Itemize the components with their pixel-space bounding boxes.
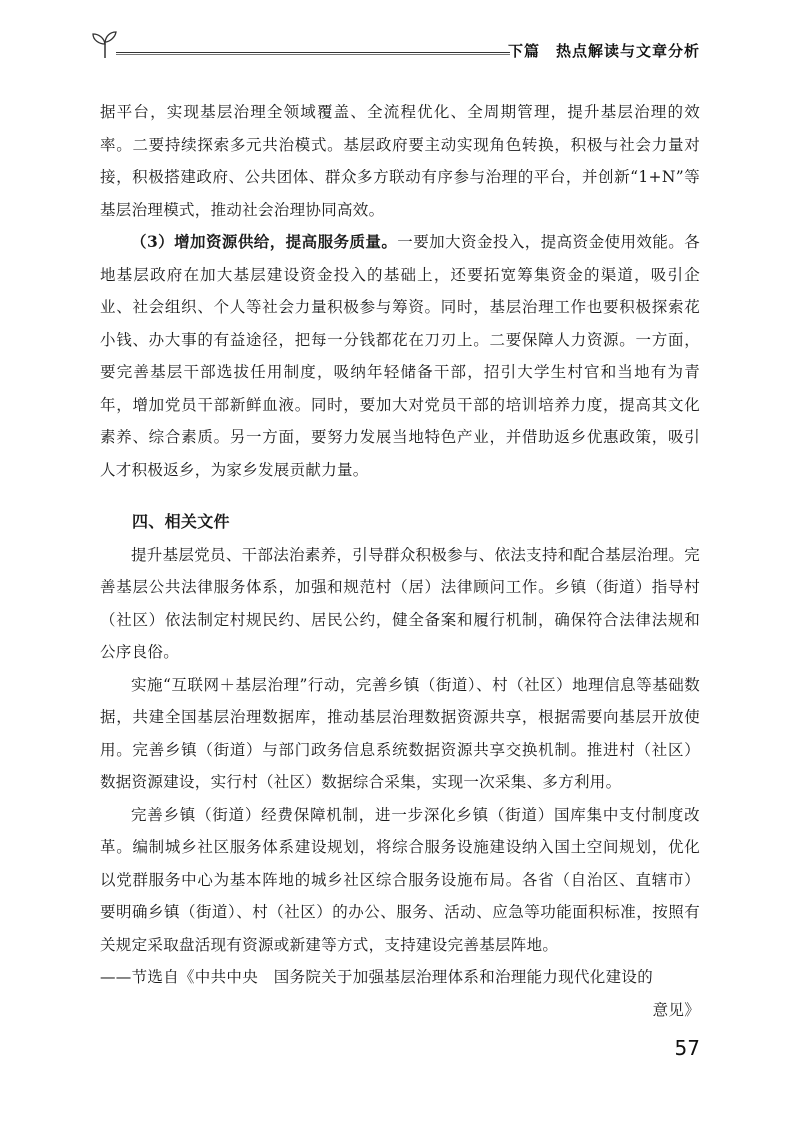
paragraph-internet: 实施“互联网＋基层治理”行动，完善乡镇（街道）、村（社区）地理信息等基础数据，共建全国基层治理数据库，推动基层治理数据资源共享，根据需要向基层开放使用。完善乡镇（街道）与部门政务信息系统数据资源共享交换机制。推进村（社区）数据资源建设，实行村（社区）数据综合采集，实现一次采集、多方利用。 bbox=[100, 675, 700, 791]
header-rule bbox=[116, 52, 510, 53]
page-body bbox=[100, 96, 700, 1026]
header-rule-secondary bbox=[116, 54, 510, 55]
paragraph-lead: （3）增加资源供给，提高服务质量。 bbox=[131, 232, 398, 251]
paragraph-continued: 据平台，实现基层治理全领域覆盖、全流程优化、全周期管理，提升基层治理的效率。二要持续探索多元共治模式。基层政府要主动实现角色转换，积极与社会力量对接，积极搭建政府、公共团体、群众多方联动有序参与治理的平台，并创新“1+N”等基层治理模式，推动社会治理协同高效。 bbox=[100, 103, 700, 219]
paragraph-resource-supply bbox=[100, 226, 700, 486]
paragraph-funding: 完善乡镇（街道）经费保障机制，进一步深化乡镇（街道）国库集中支付制度改革。编制城乡社区服务体系建设规划，将综合服务设施建设纳入国土空间规划，优化以党群服务中心为基本阵地的城乡社区综合服务设施布局。各省（自治区、直辖市）要明确乡镇（街道）、村（社区）的办公、服务、活动、应急等功能面积标准，按照有关规定采取盘活现有资源或新建等方式，支持建设完善基层阵地。 bbox=[100, 805, 700, 954]
page-number: 57 bbox=[674, 1036, 700, 1060]
source-citation: ——节选自《中共中央 国务院关于加强基层治理体系和治理能力现代化建设的 bbox=[100, 968, 654, 986]
header-title: 下篇 热点解读与文章分析 bbox=[507, 42, 700, 60]
section-heading: 四、相关文件 bbox=[132, 512, 230, 531]
source-citation-tail: 意见》 bbox=[652, 1000, 700, 1019]
sprout-icon bbox=[88, 28, 122, 62]
paragraph-legal: 提升基层党员、干部法治素养，引导群众积极参与、依法支持和配合基层治理。完善基层公共法律服务体系，加强和规范村（居）法律顾问工作。乡镇（街道）指导村（社区）依法制定村规民约、居民公约，健全备案和履行机制，确保符合法律法规和公序良俗。 bbox=[100, 545, 700, 661]
paragraph-body: 一要加大资金投入，提高资金使用效能。各地基层政府在加大基层建设资金投入的基础上，还要拓宽筹集资金的渠道，吸引企业、社会组织、个人等社会力量积极参与筹资。同时，基层治理工作也要积极探索花小钱、办大事的有益途径，把每一分钱都花在刀刃上。二要保障人力资源。一方面，要完善基层干部选拔任用制度，吸纳年轻储备干部，招引大学生村官和当地有为青年，增加党员干部新鲜血液。同时，要加大对党员干部的培训培养力度，提高其文化素养、综合素质。另一方面，要努力发展当地特色产业，并借助返乡优惠政策，吸引人才积极返乡，为家乡发展贡献力量。 bbox=[100, 233, 701, 479]
running-header bbox=[88, 28, 700, 68]
